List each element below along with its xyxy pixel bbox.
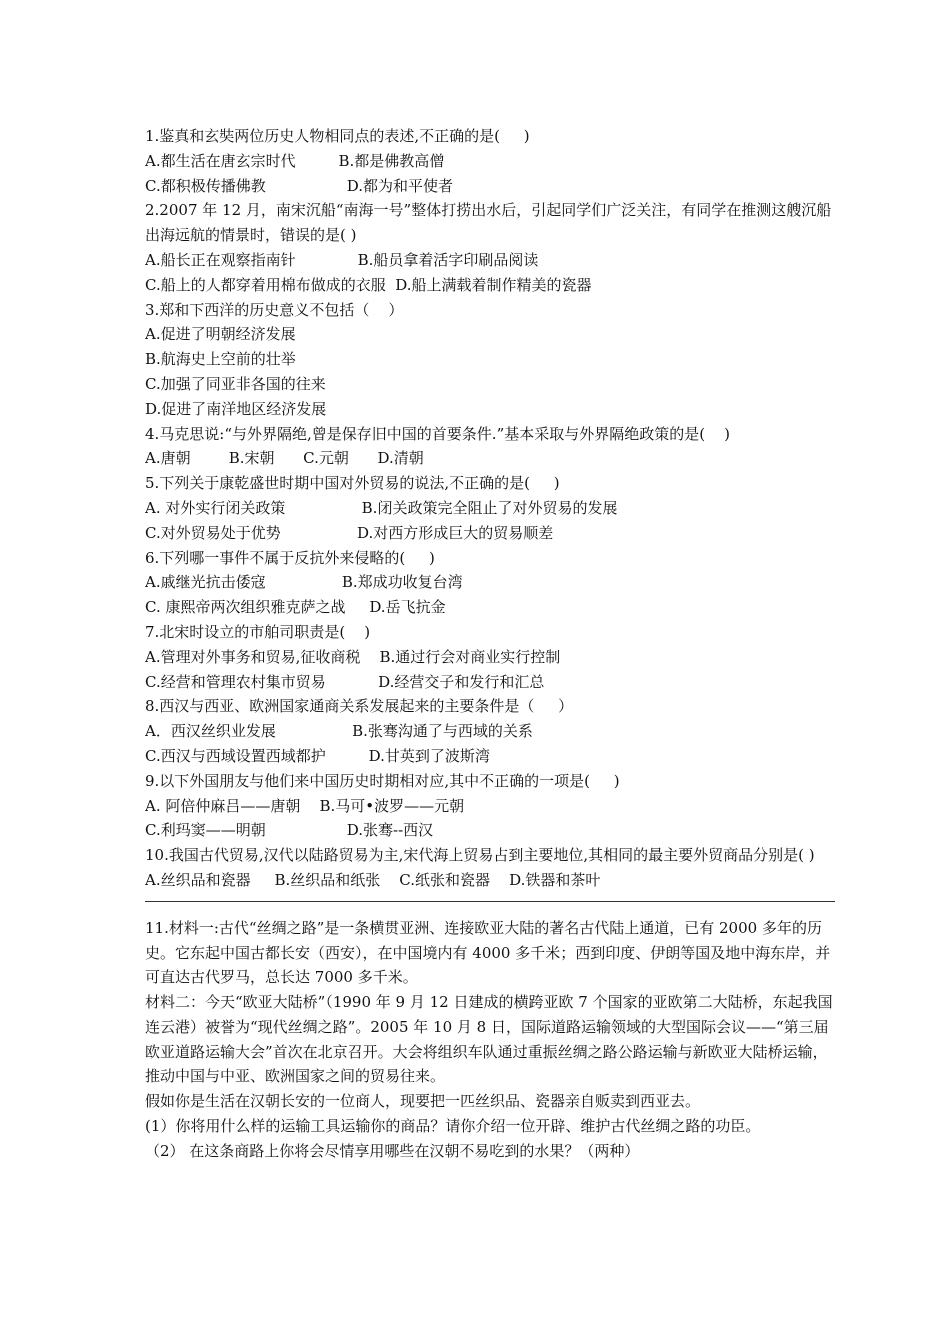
question-options: C.西汉与西域设置西域都护 D.甘英到了波斯湾 bbox=[145, 746, 490, 765]
question-options: A.船长正在观察指南针 B.船员拿着活字印刷品阅读 bbox=[145, 250, 539, 269]
section-divider bbox=[145, 901, 835, 902]
question-stem: 7.北宋时设立的市舶司职责是( ) bbox=[145, 622, 371, 641]
question-9 bbox=[145, 769, 835, 843]
question-options: C.船上的人都穿着用棉布做成的衣服 D.船上满载着制作精美的瓷器 bbox=[145, 275, 592, 294]
question-4 bbox=[145, 422, 835, 472]
question-stem: 10.我国古代贸易,汉代以陆路贸易为主,宋代海上贸易占到主要地位,其相同的最主要外贸商品分别是( ) bbox=[145, 846, 815, 865]
question-options: C.对外贸易处于优势 D.对西方形成巨大的贸易顺差 bbox=[145, 523, 554, 542]
question-5 bbox=[145, 471, 835, 545]
question-stem: 4.马克思说:“与外界隔绝,曾是保存旧中国的首要条件.”基本采取与外界隔绝政策的是( ) bbox=[145, 424, 731, 443]
question-options: C. 康熙帝两次组织雅克萨之战 D.岳飞抗金 bbox=[145, 598, 446, 617]
question-options: A.唐朝 B.宋朝 C.元朝 D.清朝 bbox=[145, 449, 424, 468]
document-page bbox=[145, 124, 835, 1164]
question-options: D.促进了南洋地区经济发展 bbox=[145, 399, 327, 418]
question-options: A.戚继光抗击倭寇 B.郑成功收复台湾 bbox=[145, 573, 463, 592]
material-two: 材料二：今天“欧亚大陆桥”（1990 年 9 月 12 日建成的横跨亚欧 7 个国家的亚欧第二大陆桥，东起我国连云港）被誉为“现代丝绸之路”。2005 年 10 月 8 日，国际道路运输领域的大型国际会议——“第三届欧亚道路运输大会”首次在北京召开。大会将组织车队通过重振丝绸之路公路运输与新欧亚大陆桥运输，推动中国与中亚、欧洲国家之间的贸易往来。 bbox=[145, 993, 833, 1086]
question-stem: 9.以下外国朋友与他们来中国历史时期相对应,其中不正确的一项是( ) bbox=[145, 771, 620, 790]
scenario-text: 假如你是生活在汉朝长安的一位商人，现要把一匹丝织品、瓷器亲自贩卖到西亚去。 bbox=[145, 1092, 701, 1111]
question-options: B.航海史上空前的壮举 bbox=[145, 350, 296, 369]
question-8 bbox=[145, 694, 835, 768]
question-1 bbox=[145, 124, 835, 198]
question-options: C.加强了同亚非各国的往来 bbox=[145, 374, 326, 393]
question-stem: 6.下列哪一事件不属于反抗外来侵略的( ) bbox=[145, 548, 435, 567]
question-options: A.促进了明朝经济发展 bbox=[145, 325, 296, 344]
question-options: A. 阿倍仲麻吕——唐朝 B.马可•波罗——元朝 bbox=[145, 796, 465, 815]
question-options: A.都生活在唐玄宗时代 B.都是佛教高僧 bbox=[145, 151, 445, 170]
question-options: C.利玛窦——明朝 D.张骞--西汉 bbox=[145, 821, 434, 840]
question-stem: 2.2007 年 12 月，南宋沉船“南海一号”整体打捞出水后，引起同学们广泛关注，有同学在推测这艘沉船出海远航的情景时，错误的是( ) bbox=[145, 201, 832, 245]
question-2 bbox=[145, 198, 835, 297]
question-10 bbox=[145, 843, 835, 893]
question-stem: 8.西汉与西亚、欧洲国家通商关系发展起来的主要条件是（ ） bbox=[145, 697, 574, 716]
question-stem: 5.下列关于康乾盛世时期中国对外贸易的说法,不正确的是( ) bbox=[145, 474, 560, 493]
question-options: C.经营和管理农村集市贸易 D.经营交子和发行和汇总 bbox=[145, 672, 545, 691]
question-options: A.丝织品和瓷器 B.丝织品和纸张 C.纸张和瓷器 D.铁器和茶叶 bbox=[145, 870, 601, 889]
sub-question-1: (1）你将用什么样的运输工具运输你的商品？请你介绍一位开辟、维护古代丝绸之路的功臣。 bbox=[145, 1117, 761, 1136]
question-options: A. 对外实行闭关政策 B.闭关政策完全阻止了对外贸易的发展 bbox=[145, 498, 618, 517]
question-7 bbox=[145, 620, 835, 694]
material-one: 11.材料一:古代“丝绸之路”是一条横贯亚洲、连接欧亚大陆的著名古代陆上通道，已有 2000 多年的历史。它东起中国古都长安（西安），在中国境内有 4000 多千米；西到印度、伊朗等国及地中海东岸，并可直达古代罗马，总长达 7000 多千米。 bbox=[145, 918, 831, 987]
question-6 bbox=[145, 546, 835, 620]
question-options: A．西汉丝织业发展 B.张骞沟通了与西域的关系 bbox=[145, 722, 533, 741]
question-3 bbox=[145, 298, 835, 422]
question-stem: 3.郑和下西洋的历史意义不包括（ ） bbox=[145, 300, 404, 319]
question-options: C.都积极传播佛教 D.都为和平使者 bbox=[145, 176, 454, 195]
material-section bbox=[145, 916, 835, 1164]
question-options: A.管理对外事务和贸易,征收商税 B.通过行会对商业实行控制 bbox=[145, 647, 561, 666]
sub-question-2: （2） 在这条商路上你将会尽情享用哪些在汉朝不易吃到的水果？（两种） bbox=[145, 1141, 640, 1160]
question-stem: 1.鉴真和玄奘两位历史人物相同点的表述,不正确的是( ) bbox=[145, 127, 530, 145]
